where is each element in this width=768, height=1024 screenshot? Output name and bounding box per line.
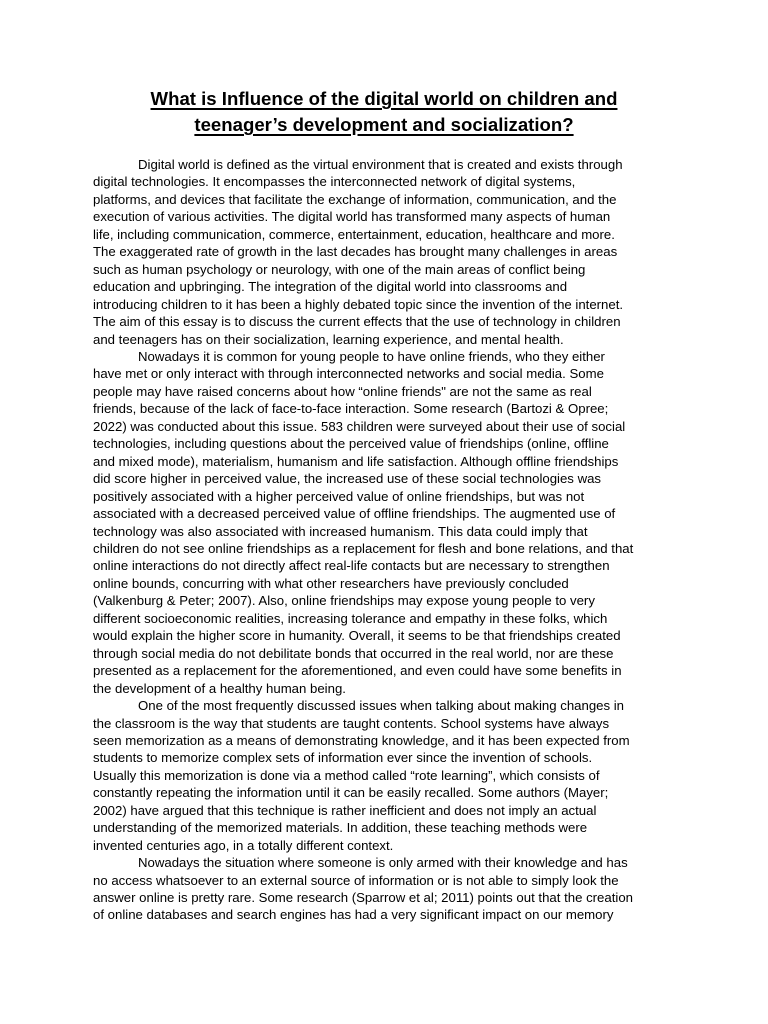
text-line: answer online is pretty rare. Some research (Sparrow et al; 2011) points out that the creation [93, 890, 633, 906]
text-line: through social media do not debilitate bonds that occurred in the real world, nor are these [93, 645, 614, 661]
text-line: (Valkenburg & Peter; 2007). Also, online friendships may expose young people to very [93, 593, 595, 609]
text-line: life, including communication, commerce, entertainment, education, healthcare and more. [93, 226, 615, 242]
essay-title-line: What is Influence of the digital world on children and [150, 88, 618, 109]
text-line: invented centuries ago, in a totally different context. [93, 837, 394, 853]
text-line: no access whatsoever to an external source of information or is not able to simply look the [93, 872, 619, 888]
text-line: and teenagers has on their socialization, learning experience, and mental health. [93, 331, 564, 347]
text-line: 2022) was conducted about this issue. 583 children were surveyed about their use of social [93, 418, 626, 434]
text-line: One of the most frequently discussed issues when talking about making changes in [138, 698, 625, 714]
paragraph-intro [93, 156, 693, 348]
text-line: children do not see online friendships as a replacement for flesh and bone relations, and that [93, 540, 634, 556]
text-line: The aim of this essay is to discuss the current effects that the use of technology in children [93, 314, 621, 330]
text-line: have met or only interact with through interconnected networks and social media. Some [93, 366, 604, 382]
essay-body [93, 156, 693, 924]
text-line: the classroom is the way that students are taught contents. School systems have always [93, 715, 610, 731]
text-line: people may have raised concerns about how “online friends" are not the same as real [93, 383, 592, 399]
text-line: presented as a replacement for the aforementioned, and even could have some benefits in [93, 663, 622, 679]
paragraph-external-memory [93, 854, 693, 924]
essay-title-line: teenager’s development and socialization? [194, 114, 574, 135]
text-line: education and upbringing. The integration of the digital world into classrooms and [93, 279, 568, 295]
text-line: technologies, including questions about the perceived value of friendships (online, offline [93, 436, 609, 452]
text-line: introducing children to it has been a highly debated topic since the invention of the internet. [93, 296, 624, 312]
text-line: would explain the higher score in humanity. Overall, it seems to be that friendships created [93, 628, 621, 644]
text-line: 2002) have argued that this technique is rather inefficient and does not imply an actual [93, 802, 597, 818]
text-line: the development of a healthy human being. [93, 680, 346, 696]
text-line: students to memorize complex sets of information ever since the invention of schools. [93, 750, 593, 766]
paragraph-online-friends [93, 348, 693, 697]
paragraph-memorization [93, 697, 693, 854]
text-line: such as human psychology or neurology, with one of the main areas of conflict being [93, 261, 586, 277]
text-line: platforms, and devices that facilitate the exchange of information, communication, and the [93, 191, 617, 207]
text-line: understanding of the memorized materials. In addition, these teaching methods were [93, 820, 588, 836]
text-line: technology was also associated with increased humanism. This data could imply that [93, 523, 588, 539]
essay-title [60, 86, 708, 138]
text-line: of online databases and search engines has had a very significant impact on our memory [93, 907, 614, 923]
text-line: Nowadays it is common for young people to have online friends, who they either [138, 348, 605, 364]
text-line: associated with a decreased perceived value of offline friendships. The augmented use of [93, 506, 616, 522]
text-line: and mixed mode), materialism, humanism and life satisfaction. Although offline friendships [93, 453, 619, 469]
text-line: constantly repeating the information until it can be easily recalled. Some authors (Mayer; [93, 785, 609, 801]
text-line: friends, because of the lack of face-to-face interaction. Some research (Bartozi & Opree; [93, 401, 609, 417]
text-line: seen memorization as a means of demonstrating knowledge, and it has been expected from [93, 732, 630, 748]
text-line: execution of various activities. The digital world has transformed many aspects of human [93, 209, 611, 225]
text-line: positively associated with a higher perceived value of online friendships, but was not [93, 488, 585, 504]
text-line: online interactions do not directly affect real-life contacts but are necessary to strengthen [93, 558, 610, 574]
text-line: Usually this memorization is done via a method called “rote learning”, which consists of [93, 767, 600, 783]
text-line: Digital world is defined as the virtual environment that is created and exists through [138, 157, 623, 172]
text-line: digital technologies. It encompasses the interconnected network of digital systems, [93, 174, 576, 190]
text-line: online bounds, concurring with what other researchers have previously concluded [93, 575, 569, 591]
text-line: Nowadays the situation where someone is only armed with their knowledge and has [138, 855, 628, 871]
text-line: different socioeconomic realities, increasing tolerance and empathy in these folks, which [93, 610, 608, 626]
text-line: The exaggerated rate of growth in the last decades has brought many challenges in areas [93, 244, 618, 260]
text-line: did score higher in perceived value, the increased use of these social technologies was [93, 471, 602, 487]
